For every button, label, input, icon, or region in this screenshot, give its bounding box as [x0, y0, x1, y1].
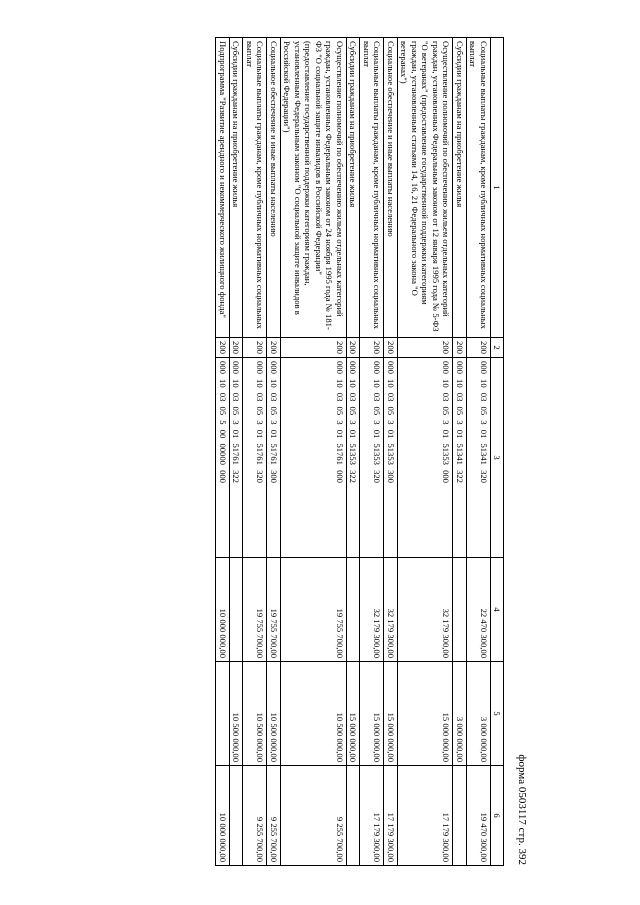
row-value-col5: 15 000 000,00: [346, 662, 359, 766]
row-value-col4: 19 755 700,00: [280, 558, 346, 662]
row-value-col6: 17 179 300,00: [384, 766, 397, 866]
row-classification-code: 000 10 03 05 3 01 51341 322: [453, 358, 466, 558]
row-classification-code: 000 10 03 05 3 01 51761 000: [280, 358, 346, 558]
row-value-col6: [229, 766, 242, 866]
row-value-col4: 32 179 300,00: [360, 558, 384, 662]
row-line-code: 200: [346, 338, 359, 358]
row-classification-code: 000 10 03 05 3 01 51761 300: [267, 358, 280, 558]
row-value-col5: 15 000 000,00: [384, 662, 397, 766]
row-value-col4: 19 755 700,00: [267, 558, 280, 662]
table-row: [384, 38, 397, 866]
row-value-col4: [346, 558, 359, 662]
row-line-code: 200: [360, 338, 384, 358]
row-value-col4: 22 470 300,00: [466, 558, 490, 662]
row-value-col4: [229, 558, 242, 662]
row-name: Социальное обеспечение и иные выплаты населению: [384, 38, 397, 338]
row-name: Субсидии гражданам на приобретение жилья: [453, 38, 466, 338]
table-row: [453, 38, 466, 866]
row-classification-code: 000 10 03 05 5 00 00000 000: [216, 358, 229, 558]
row-classification-code: 000 10 03 05 3 01 51353 300: [384, 358, 397, 558]
column-header-2: 2: [490, 338, 503, 358]
row-name: Социальные выплаты гражданам, кроме публичных нормативных социальных выплат: [243, 38, 267, 338]
column-header-4: 4: [490, 558, 503, 662]
row-value-col6: 9 255 700,00: [243, 766, 267, 866]
table-row: [267, 38, 280, 866]
form-reference: форма 0503117 стр. 392: [516, 754, 528, 865]
row-value-col6: 17 179 300,00: [397, 766, 452, 866]
row-value-col4: 32 179 300,00: [397, 558, 452, 662]
row-value-col6: 10 000 000,00: [216, 766, 229, 866]
row-value-col5: 10 500 000,00: [280, 662, 346, 766]
row-value-col5: [216, 662, 229, 766]
table-row: [346, 38, 359, 866]
row-name: Подпрограмма "Развитие арендного и некоммерческого жилищного фонда": [216, 38, 229, 338]
row-value-col6: 9 255 700,00: [267, 766, 280, 866]
row-name: Социальное обеспечение и иные выплаты населению: [267, 38, 280, 338]
row-line-code: 200: [384, 338, 397, 358]
row-name: Осуществление полномочий по обеспечению жильем отдельных категорий граждан, установленных Федеральным законом от 12 января 1995 года № 5-ФЗ "О ветеранах" (предоставление государственной поддержки категориям граждан, установленным статьями 14, 16, 21 Федерального закона "О ветеранах"): [397, 38, 452, 338]
row-line-code: 200: [243, 338, 267, 358]
row-line-code: 200: [466, 338, 490, 358]
row-value-col5: 10 500 000,00: [243, 662, 267, 766]
row-value-col6: 17 179 300,00: [360, 766, 384, 866]
row-line-code: 200: [267, 338, 280, 358]
table-row: [466, 38, 490, 866]
row-value-col4: 19 755 700,00: [243, 558, 267, 662]
column-header-1: 1: [490, 38, 503, 338]
row-name: Социальные выплаты гражданам, кроме публичных нормативных социальных выплат: [466, 38, 490, 338]
row-value-col4: [453, 558, 466, 662]
row-classification-code: 000 10 03 05 3 01 51353 320: [360, 358, 384, 558]
row-value-col6: 19 470 300,00: [466, 766, 490, 866]
row-value-col5: 15 000 000,00: [360, 662, 384, 766]
column-header-5: 5: [490, 662, 503, 766]
table-row: [397, 38, 452, 866]
row-name: Осуществление полномочий по обеспечению жильем отдельных категорий граждан, установленных Федеральным законом от 24 ноября 1995 года № 181-ФЗ "О социальной защите инвалидов в Российской Федерации" (предоставление государственной поддержки категориям граждан, установленным Федеральным законом "О социальной защите инвалидов в Российской Федерации"): [280, 38, 346, 338]
table-row: [280, 38, 346, 866]
row-value-col5: 3 000 000,00: [453, 662, 466, 766]
column-header-3: 3: [490, 358, 503, 558]
table-row: [243, 38, 267, 866]
row-line-code: 200: [229, 338, 242, 358]
table-row: [216, 38, 229, 866]
row-value-col4: 10 000 000,00: [216, 558, 229, 662]
row-value-col5: 10 500 000,00: [267, 662, 280, 766]
row-line-code: 200: [397, 338, 452, 358]
row-classification-code: 000 10 03 05 3 01 51353 000: [397, 358, 452, 558]
row-value-col6: [453, 766, 466, 866]
row-value-col6: [346, 766, 359, 866]
row-name: Субсидии гражданам на приобретение жилья: [346, 38, 359, 338]
row-classification-code: 000 10 03 05 3 01 51761 322: [229, 358, 242, 558]
row-value-col4: 32 179 300,00: [384, 558, 397, 662]
row-value-col5: 10 500 000,00: [229, 662, 242, 766]
row-value-col5: 3 000 000,00: [466, 662, 490, 766]
rotated-report-page: [110, 27, 530, 877]
budget-table: [215, 37, 504, 866]
row-name: Социальные выплаты гражданам, кроме публичных нормативных социальных выплат: [360, 38, 384, 338]
row-value-col5: 15 000 000,00: [397, 662, 452, 766]
row-value-col6: 9 255 700,00: [280, 766, 346, 866]
table-row: [229, 38, 242, 866]
row-classification-code: 000 10 03 05 3 01 51353 322: [346, 358, 359, 558]
row-line-code: 200: [216, 338, 229, 358]
row-name: Субсидии гражданам на приобретение жилья: [229, 38, 242, 338]
row-classification-code: 000 10 03 05 3 01 51341 320: [466, 358, 490, 558]
row-line-code: 200: [280, 338, 346, 358]
column-number-row: [490, 38, 503, 866]
row-classification-code: 000 10 03 05 3 01 51761 320: [243, 358, 267, 558]
column-header-6: 6: [490, 766, 503, 866]
table-row: [360, 38, 384, 866]
row-line-code: 200: [453, 338, 466, 358]
